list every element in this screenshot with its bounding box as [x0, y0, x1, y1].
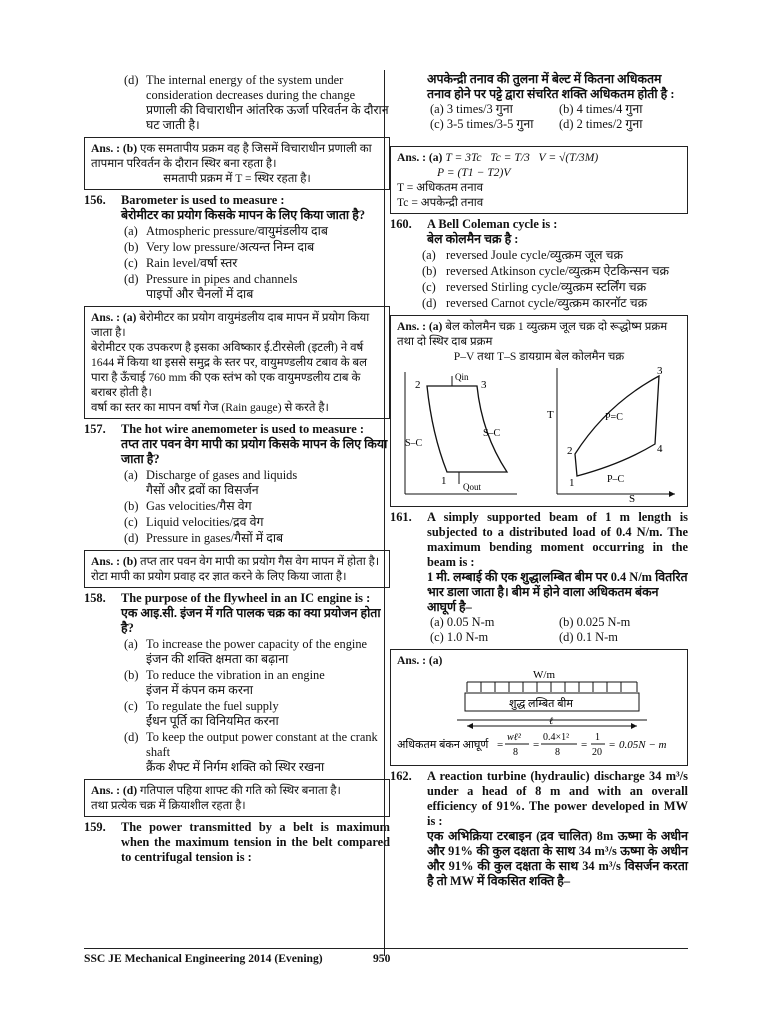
pv-label-2: 2 [415, 379, 421, 391]
q157-option-c: (c) Liquid velocities/द्रव वेग [124, 515, 264, 529]
left-column [84, 72, 390, 865]
pv-label-sc-left: S–C [405, 438, 423, 449]
q162-question-hi: एक अभिक्रिया टरबाइन (द्रव चालित) 8m ऊष्मा के अधीन और 91% की कुल दक्षता के साथ 34 m³/s ऊष्मा के अधीन और 91% की कुल दक्षता के साथ 34 m³/s विसर्जन करता है तो MW में विकसित शक्ति है– [427, 829, 688, 888]
page-footer [84, 951, 688, 966]
q161-answer-box: Ans. : (a) W/m शुद्ध लम्बित बीम ℓ अधिकतम बंकन आघूर्ण = wℓ² 8 = 0.4×1² 8 = 1 20 = 0.05N − m [390, 649, 688, 766]
q159-option-b: (b) 4 times/4 गुना [559, 102, 643, 116]
q156-option-b: (b) Very low pressure/अत्यन्त निम्न दाब [124, 240, 315, 254]
pv-label-qin: Qin [455, 372, 469, 382]
bell-coleman-diagrams [397, 364, 681, 502]
footer-title: SSC JE Mechanical Engineering 2014 (Evening) [84, 952, 323, 965]
q160-option-d: (d) reversed Carnot cycle/व्युत्क्रम कारनॉट चक्र [422, 296, 648, 310]
eq-result: 0.05N − m [619, 739, 667, 751]
q158-question-hi: एक आइ.सी. इंजन में गति पालक चक्र का क्या प्रयोजन होता है? [121, 606, 381, 635]
q161-question: 161. A simply supported beam of 1 m length is subjected to a distributed load of 0.4 N/m. The maximum bending moment occurring in the beam is : [390, 510, 688, 569]
q157-option-d: (d) Pressure in gases/गैसों में दाब [124, 531, 284, 545]
q157-option-b: (b) Gas velocities/गैस वेग [124, 499, 252, 513]
ts-label-4: 4 [657, 443, 663, 455]
q160-option-a: (a) reversed Joule cycle/व्युत्क्रम जूल चक्र [422, 248, 624, 262]
q162-question: 162. A reaction turbine (hydraulic) discharge 34 m³/s under a head of 8 m and with an overall efficiency of 91%. The power developed in MW is : [390, 769, 688, 828]
q158-option-d: (d) To keep the output power constant at the crank shaft क्रैंक शैफ्ट में निर्गम शक्ति को स्थिर रखना [124, 730, 378, 774]
q155-option-d: (d) The internal energy of the system under consideration decreases during the change प्रणाली की विचाराधीन आंतरिक ऊर्जा परिवर्तन के दौरान घट जाती है। [124, 73, 389, 132]
q155-option-d-hi: प्रणाली की विचाराधीन आंतरिक ऊर्जा परिवर्तन के दौरान घट जाती है। [146, 103, 389, 132]
q161-options-row1 [390, 615, 688, 630]
q161-options-row2 [390, 630, 688, 645]
q158-question: 158. The purpose of the flywheel in an IC engine is : [84, 591, 371, 605]
q160-question: 160. A Bell Coleman cycle is : [390, 217, 558, 231]
ts-label-2: 2 [567, 445, 573, 457]
q157-question: 157. The hot wire anemometer is used to measure : [84, 422, 364, 436]
eq-frac3-den: 20 [592, 747, 602, 758]
footer-rule [84, 948, 688, 949]
svg-text:=: = [497, 739, 504, 751]
q160-question-hi: बेल कोलमैन चक्र है : [427, 232, 519, 246]
q158-option-a: (a) To increase the power capacity of the engine इंजन की शक्ति क्षमता का बढ़ाना [124, 637, 368, 666]
q159-question: 159. The power transmitted by a belt is maximum when the maximum tension in the belt compared to centrifugal tension is : [84, 820, 390, 864]
q156-answer-box: Ans. : (a) बेरोमीटर का प्रयोग वायुमंडलीय दाब मापन में प्रयोग किया जाता है। बेरोमीटर एक उपकरण है इसका अविष्कार ई.टीरसेली (इटली) ने वर्ष 1644 में किया था इससे समुद्र के स्तर पर, वायुमण्डलीय टबाव के बल पारा है ऊँचाई 760 mm की एक स्तंभ को एक वायुमण्डलीय टाब के बराबर होती है। वर्षा का स्तर का मापन वर्षा गेज (Rain gauge) से करते है। [84, 306, 390, 419]
ts-label-pc-top: P=C [605, 412, 623, 423]
q155-answer-box: Ans. : (b) एक समतापीय प्रक्रम वह है जिसमें विचाराधीन प्रणाली का तापमान परिवर्तन के दौरान स्थिर बना रहता है। समतापी प्रक्रम में T = स्थिर रहता है। [84, 137, 390, 190]
svg-text:=: = [533, 739, 540, 751]
q159-option-d: (d) 2 times/2 गुना [559, 117, 643, 131]
q161-option-a: (a) 0.05 N-m [430, 615, 495, 629]
q160-answer-box: Ans. : (a) बेल कोलमैन चक्र 1 व्युत्क्रम जूल चक्र दो रूद्धोष्म प्रक्रम तथा दो स्थिर दाब प्रक्रम P–V तथा T–S डायग्राम बेल कोलमैन चक्र 2 Qin 3 S–C S–C 1 Qout T 3 P=C 2 4 P–C 1 S [390, 315, 688, 507]
q156-question-hi: बेरोमीटर का प्रयोग किसके मापन के लिए किया जाता है? [121, 208, 366, 222]
ts-label-pc-bottom: P–C [607, 474, 625, 485]
q161-option-c: (c) 1.0 N-m [430, 630, 489, 644]
q159-options-row2 [390, 117, 688, 132]
q157-question-hi: तप्त तार पवन वेग मापी का प्रयोग किसके मापन के लिए किया जाता है? [121, 437, 388, 466]
q161-option-b: (b) 0.025 N-m [559, 615, 631, 629]
ts-label-s: S [629, 493, 636, 502]
q158-option-b: (b) To reduce the vibration in an engine इंजन में कंपन कम करना [124, 668, 325, 697]
pv-label-3: 3 [481, 379, 487, 391]
moment-prefix: अधिकतम बंकन आघूर्ण [397, 739, 489, 751]
q158-option-c: (c) To regulate the fuel supply ईंधन पूर्ति का विनियमित करना [124, 699, 279, 728]
q158-answer-box: Ans. : (d) गतिपाल पहिया शाफ्ट की गति को स्थिर बनाता है। तथा प्रत्येक चक्र में क्रियाशील रहता है। [84, 779, 390, 817]
q160-option-b: (b) reversed Atkinson cycle/व्युत्क्रम ऐटकिन्सन चक्र [422, 264, 670, 278]
q159-option-a: (a) 3 times/3 गुना [430, 102, 513, 116]
pv-label-sc-right: S–C [483, 428, 501, 439]
q157-option-a: (a) Discharge of gases and liquids गैसों और द्रवों का विसर्जन [124, 468, 298, 497]
beam-load-label: W/m [533, 669, 555, 681]
eq-frac1-den: 8 [513, 747, 518, 758]
ts-diagram [547, 365, 675, 502]
q156-question: 156. Barometer is used to measure : [84, 193, 285, 207]
beam-label: शुद्ध लम्बित बीम [509, 698, 573, 710]
beam-length-label: ℓ [549, 716, 554, 727]
q161-option-d: (d) 0.1 N-m [559, 630, 618, 644]
q156-option-a: (a) Atmospheric pressure/वायुमंडलीय दाब [124, 224, 328, 238]
pv-label-1: 1 [441, 475, 447, 487]
q156-option-d: (d) Pressure in pipes and channels पाइपों और चैनलों में दाब [124, 272, 298, 301]
ts-label-3: 3 [657, 365, 663, 377]
svg-text:=: = [581, 739, 588, 751]
q159-option-c: (c) 3-5 times/3-5 गुना [430, 117, 534, 131]
eq-frac2-num: 0.4×1² [543, 732, 570, 743]
q157-answer-box: Ans. : (b) तप्त तार पवन वेग मापी का प्रयोग गैस वेग मापन में होता है। रोटा मापी का प्रयोग प्रवाह दर ज्ञात करने के लिए किया जाता है। [84, 550, 390, 588]
right-column [390, 72, 688, 889]
eq-frac2-den: 8 [555, 747, 560, 758]
eq-frac1-num: wℓ² [507, 732, 521, 743]
ts-label-t: T [547, 409, 554, 421]
q160-option-c: (c) reversed Stirling cycle/व्युत्क्रम स्टर्लिंग चक्र [422, 280, 647, 294]
svg-text:=: = [609, 739, 616, 751]
q161-question-hi: 1 मी. लम्बाई की एक शुद्धालम्बित बीम पर 0.4 N/m वितरित भार डाला जाता है। बीम में होने वाला अधिकतम बंकन आघूर्ण है– [427, 570, 688, 614]
eq-frac3-num: 1 [595, 732, 600, 743]
q159-options-row1 [390, 102, 688, 117]
q159-question-hi: अपकेन्द्री तनाव की तुलना में बेल्ट में कितना अधिकतम तनाव होने पर पट्टे द्वारा संचरित शक्ति अधिकतम होती है : [427, 72, 675, 101]
q156-option-c: (c) Rain level/वर्षा स्तर [124, 256, 238, 270]
pv-diagram [405, 372, 517, 494]
beam-diagram [397, 668, 681, 758]
q155-option-d-en: The internal energy of the system under consideration decreases during the change [146, 73, 356, 102]
page-number: 950 [373, 952, 391, 965]
pv-label-qout: Qout [463, 482, 481, 492]
ts-label-1: 1 [569, 477, 575, 489]
q159-answer-box: Ans. : (a) T = 3Tc Tc = T/3 V = √(T/3M) P = (T1 − T2)V T = अधिकतम तनाव Tc = अपकेन्द्री तनाव [390, 146, 688, 214]
